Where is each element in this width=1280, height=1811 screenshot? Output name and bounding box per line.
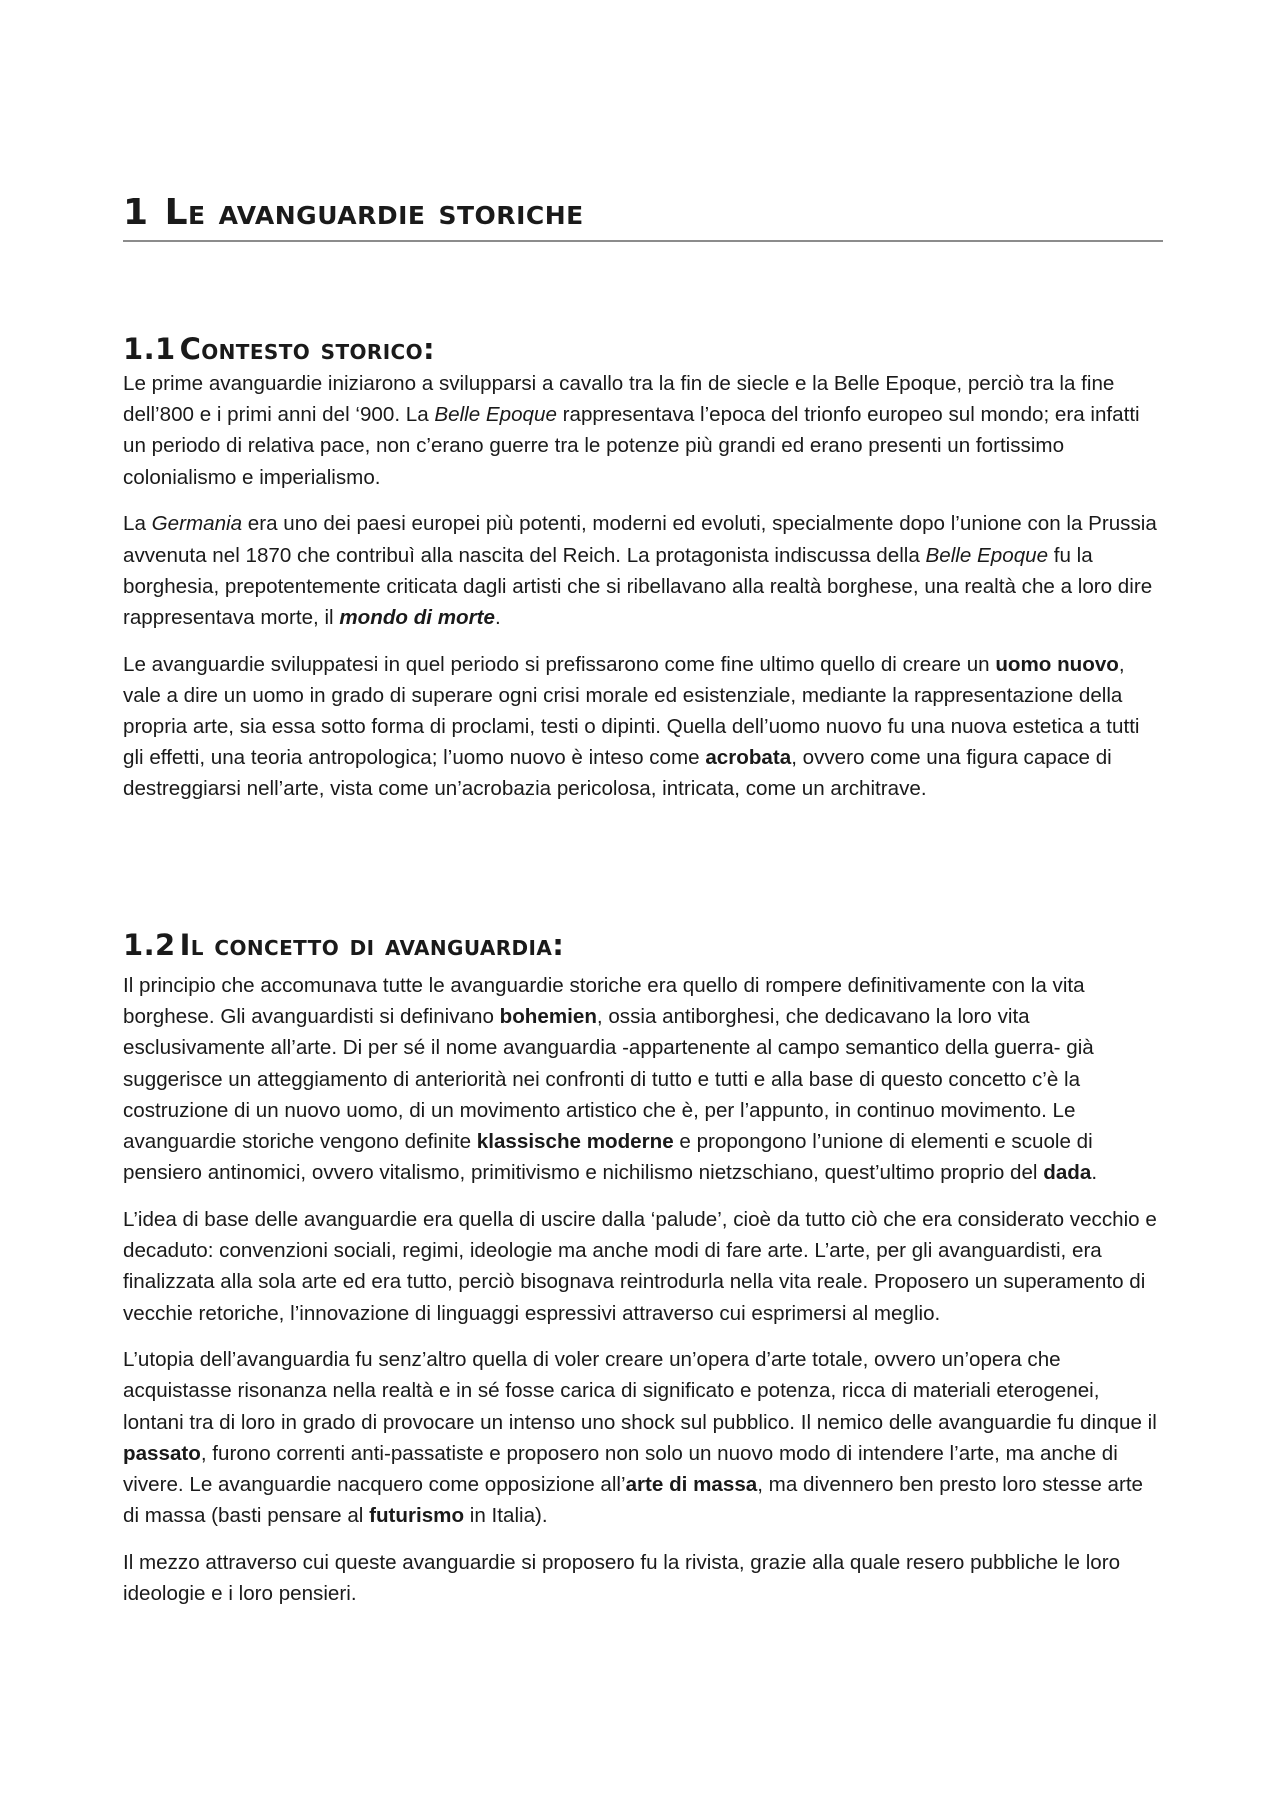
- paragraph: [123, 368, 1163, 493]
- text-run: Il principio che accomunava tutte le avanguardie storiche era quello di rompere definitivamente con la vita borghese. Gli avanguardisti si definivano: [123, 974, 1085, 1029]
- text-run: era uno dei paesi europei più potenti, moderni ed evoluti, specialmente dopo l’unione con la Prussia avvenuta nel 1870 che contribuì alla nascita del Reich. La protagonista indiscussa della: [123, 512, 1157, 567]
- section-title: Il concetto di avanguardia:: [179, 928, 565, 962]
- section-heading-concetto-avanguardia: [123, 928, 564, 962]
- text-run: Il mezzo attraverso cui queste avanguardie si proposero fu la rivista, grazie alla quale resero pubbliche le loro ideologie e i loro pensieri.: [123, 1550, 1121, 1606]
- text-run: rappresentava l’epoca del trionfo europeo sul mondo; era infatti un periodo di relativa pace, non c’erano guerre tra le potenze più grandi ed erano presenti un fortissimo colonialismo e imperialismo.: [123, 403, 1140, 489]
- text-run: .: [1091, 1161, 1098, 1185]
- text-run: fu la borghesia, prepotentemente criticata dagli artisti che si ribellavano alla realtà borghese, una realtà che a loro dire rappresentava morte, il: [123, 543, 1153, 629]
- section-heading-contesto-storico: [123, 332, 435, 366]
- text-run: L’utopia dell’avanguardia fu senz’altro quella di voler creare un’opera d’arte totale, ovvero un’opera che acquistasse risonanza nella realtà e in sé fosse carica di significato e potenza, ricca di materiali eterogenei, lontani tra di loro in grado di provocare un intenso uno shock sul pubblico. Il nemico delle avanguardie fu dinque il: [123, 1348, 1157, 1434]
- text-run: L’idea di base delle avanguardie era quella di uscire dalla ‘palude’, cioè da tutto ciò che era considerato vecchio e decaduto: convenzioni sociali, regimi, ideologie ma anche modi di fare arte. L’arte, per gli avanguardisti, era finalizzata alla sola arte ed era tutto, perciò bisognava reintrodurla nella vita reale. Proposero un superamento di vecchie retoriche, l’innovazione di linguaggi espressivi attraverso cui esprimersi al meglio.: [123, 1207, 1157, 1325]
- bold-term: futurismo: [369, 1504, 465, 1528]
- text-run: in Italia).: [464, 1504, 548, 1528]
- text-run: Le avanguardie sviluppatesi in quel periodo si prefissarono come fine ultimo quello di creare un: [123, 652, 996, 676]
- text-run: e propongono l’unione di elementi e scuole di pensiero antinomici, ovvero vitalismo, primitivismo e nichilismo nietzschiano, quest’ultimo proprio del: [123, 1130, 1093, 1185]
- chapter-title: Le avanguardie storiche: [164, 192, 584, 233]
- text-run: .: [494, 605, 501, 629]
- text-run: La: [123, 512, 152, 536]
- text-run: , ovvero come una figura capace di destreggiarsi nell’arte, vista come un’acrobazia pericolosa, intricata, come un architrave.: [123, 746, 1112, 801]
- chapter-number: 1: [123, 192, 149, 233]
- paragraph: [123, 649, 1163, 805]
- bold-term: acrobata: [705, 746, 792, 770]
- bold-term: arte di massa: [625, 1473, 758, 1497]
- bold-term: passato: [123, 1441, 201, 1465]
- text-run: , furono correnti anti-passatiste e proposero non solo un nuovo modo di intendere l’arte, ma anche di vivere. Le avanguardie nacquero come opposizione all’: [123, 1441, 1118, 1497]
- italic-term: Germania: [151, 512, 243, 536]
- italic-term: Belle Epoque: [925, 543, 1049, 567]
- section-title: Contesto storico:: [179, 332, 436, 366]
- chapter-heading: [123, 192, 1163, 242]
- bold-term: dada: [1043, 1161, 1092, 1185]
- bold-term: bohemien: [499, 1005, 597, 1029]
- paragraph: [123, 1547, 1163, 1609]
- italic-term: Belle Epoque: [434, 403, 557, 427]
- text-run: , vale a dire un uomo in grado di superare ogni crisi morale ed esistenziale, mediante la rappresentazione della propria arte, sia essa sotto forma di proclami, testi o dipinti. Quella dell’uomo nuovo fu una nuova estetica a tutti gli effetti, una teoria antropologica; l’uomo nuovo è inteso come: [123, 652, 1140, 770]
- section-body-concetto-avanguardia: [123, 970, 1163, 1625]
- paragraph: [123, 970, 1163, 1188]
- section-number: 1.2: [123, 928, 176, 962]
- paragraph: [123, 1344, 1163, 1531]
- text-run: , ma divennero ben presto loro stesse arte di massa (basti pensare al: [123, 1473, 1144, 1528]
- paragraph: [123, 508, 1163, 633]
- text-run: , ossia antiborghesi, che dedicavano la loro vita esclusivamente all’arte. Di per sé il nome avanguardia -appartenente al campo semantico della guerra- già suggerisce un atteggiamento di anteriorità nei confronti di tutto e tutti e alla base di questo concetto c’è la costruzione di un nuovo uomo, di un movimento artistico che è, per l’appunto, in continuo movimento. Le avanguardie storiche vengono definite: [123, 1005, 1094, 1154]
- text-run: Le prime avanguardie iniziarono a svilupparsi a cavallo tra la fin de siecle e la Belle Epoque, perciò tra la fine dell’800 e i primi anni del ‘900. La: [123, 372, 1115, 427]
- bold-term: uomo nuovo: [995, 652, 1119, 676]
- section-body-contesto-storico: [123, 368, 1163, 820]
- bold-term: klassische moderne: [476, 1130, 674, 1154]
- bold-italic-term: mondo di morte: [339, 605, 495, 629]
- paragraph: [123, 1204, 1163, 1329]
- section-number: 1.1: [123, 332, 176, 366]
